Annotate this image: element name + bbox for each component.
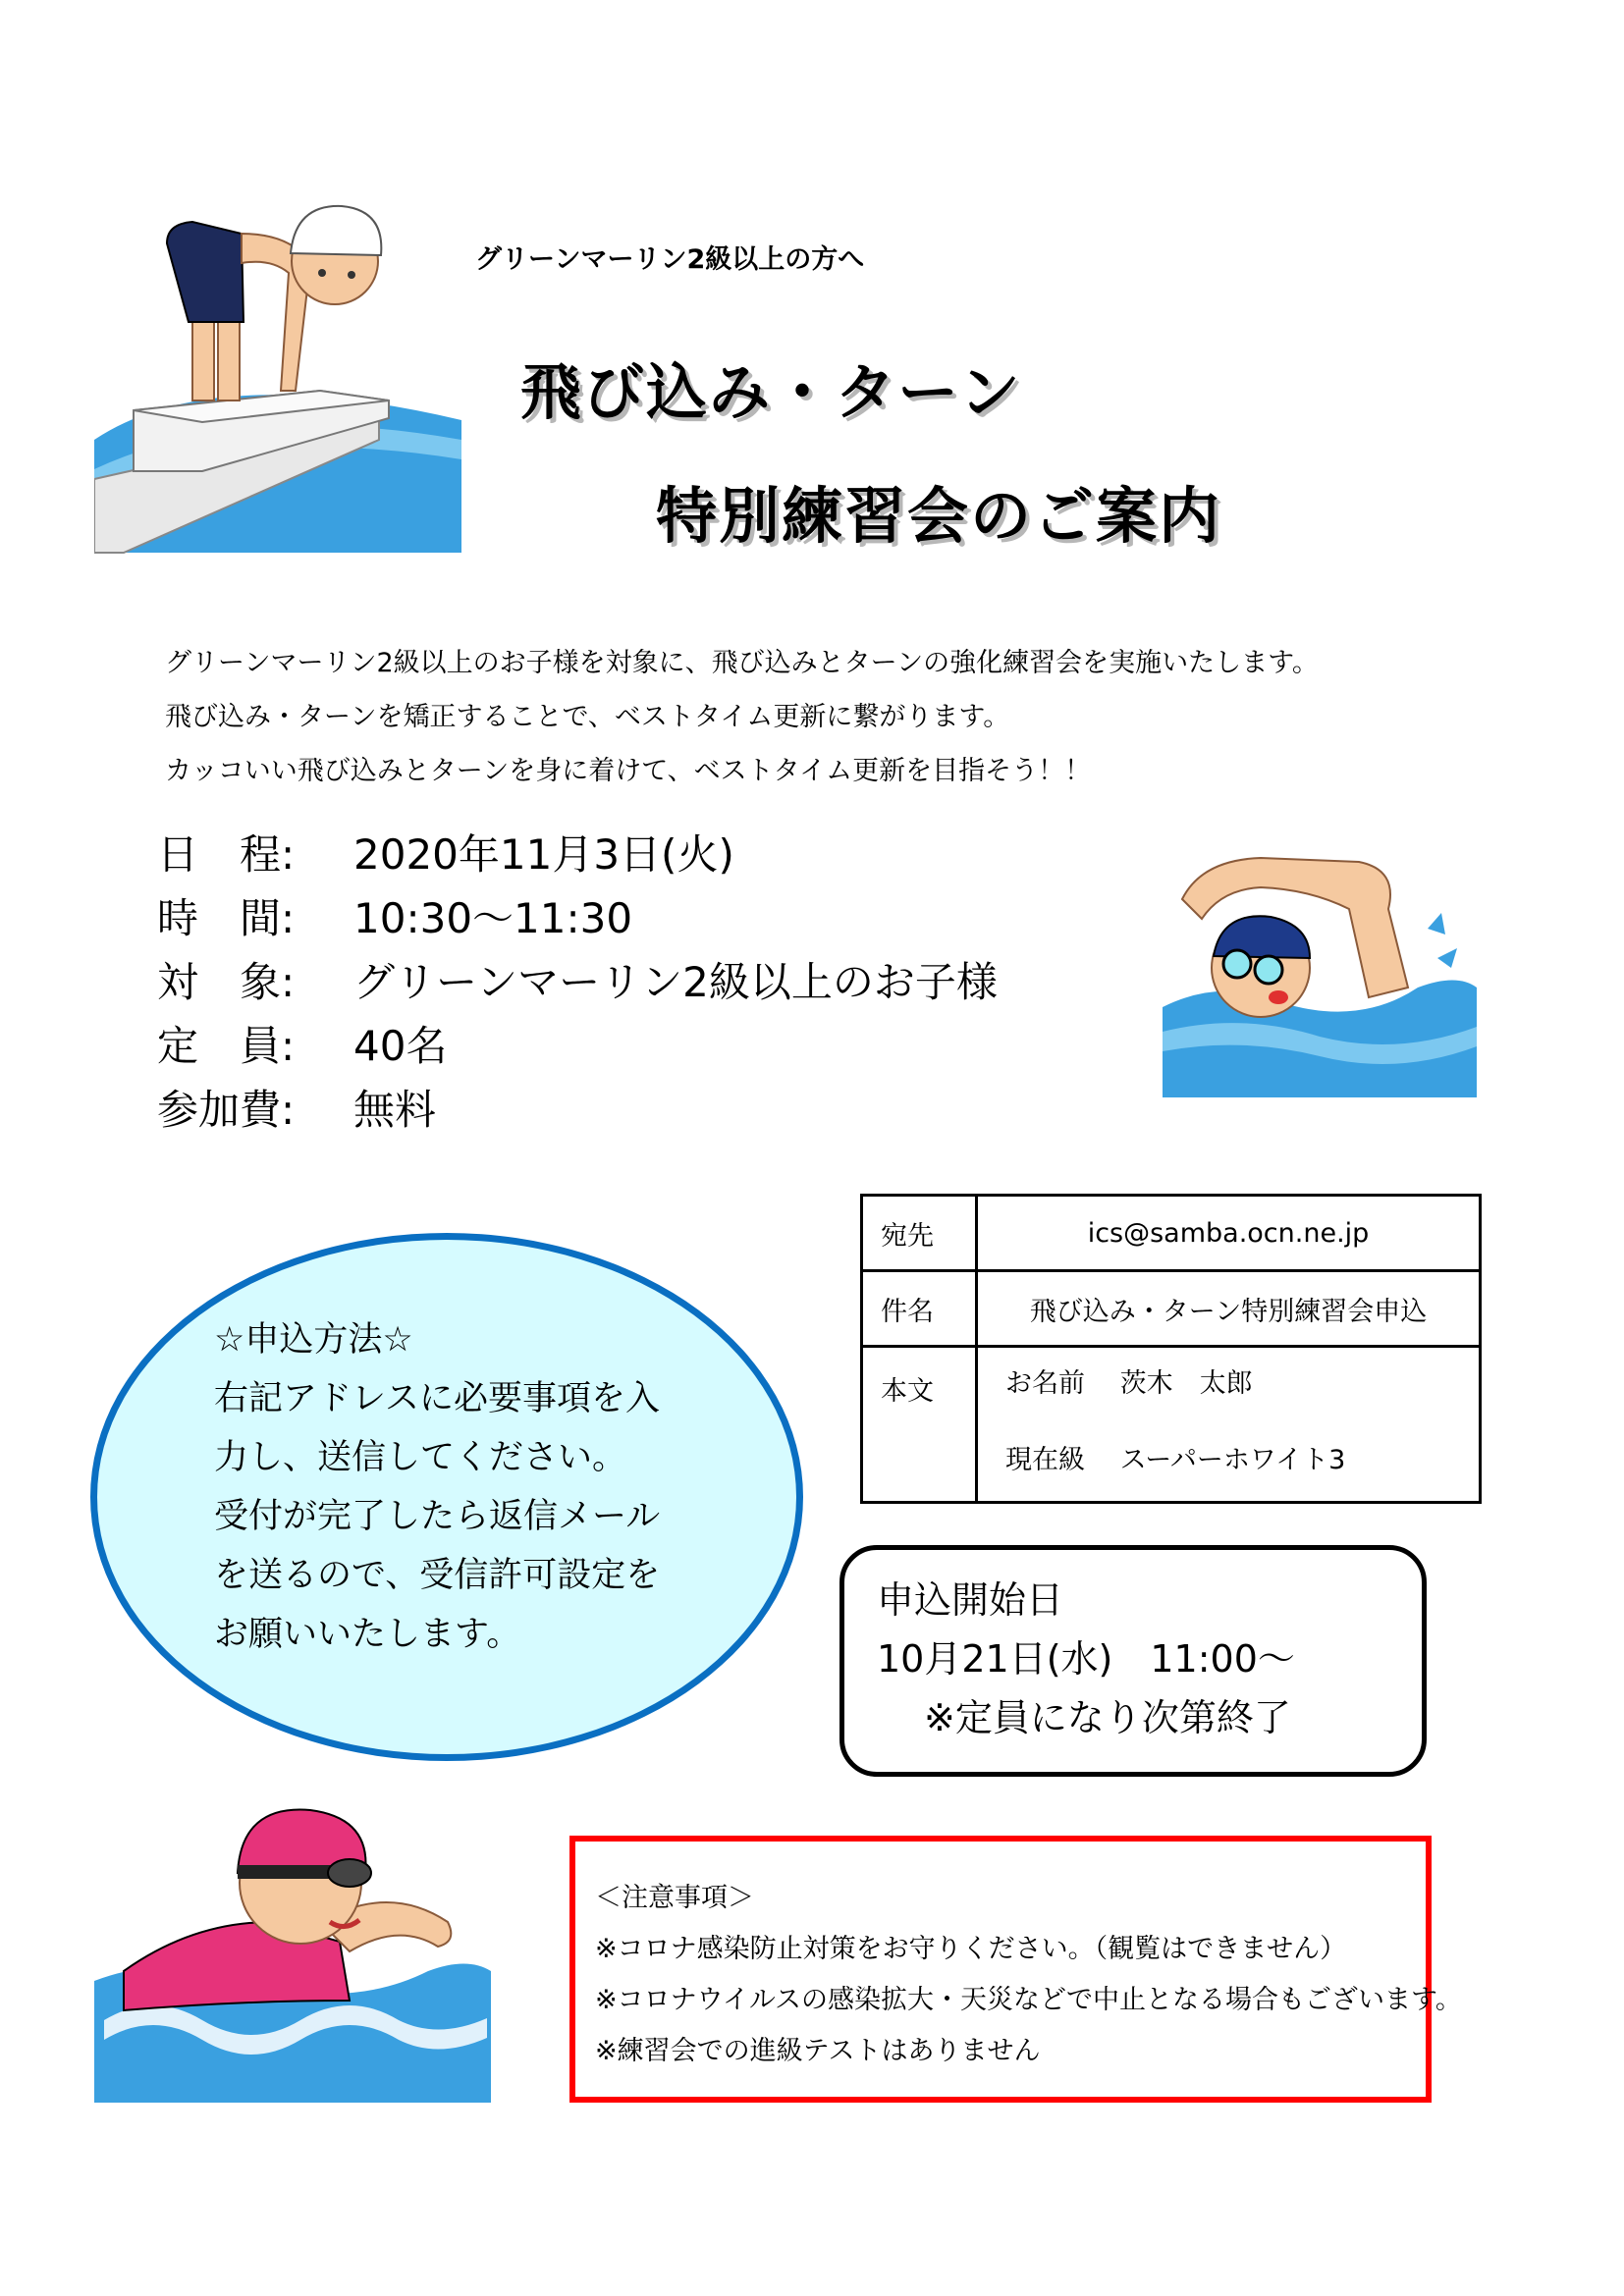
page-title-line1: 飛び込み・ターン xyxy=(520,356,1022,428)
detail-label: 参加費: xyxy=(157,1086,296,1134)
notice-text xyxy=(595,1873,1462,2077)
mail-to-value: ics@samba.ocn.ne.jp xyxy=(977,1196,1481,1271)
intro-line: グリーンマーリン2級以上のお子様を対象に、飛び込みとターンの強化練習会を実施いたします。 xyxy=(165,648,1319,678)
detail-value: 無料 xyxy=(353,1086,437,1134)
notice-item: ※コロナ感染防止対策をお守りください。（観覧はできません） xyxy=(595,1934,1347,1964)
detail-label: 対 象: xyxy=(157,958,296,1006)
detail-label: 時 間: xyxy=(157,894,296,942)
apply-line: お願いいたします。 xyxy=(214,1615,521,1654)
intro-line: 飛び込み・ターンを矯正することで、ベストタイム更新に繋がります。 xyxy=(165,702,1010,732)
crawl-swimmer-illustration xyxy=(1163,840,1481,1101)
application-start-text xyxy=(877,1571,1295,1747)
mail-body-label: 本文 xyxy=(862,1347,977,1503)
apply-line: 受付が完了したら返信メール xyxy=(214,1497,661,1536)
mail-subject-label: 件名 xyxy=(862,1271,977,1347)
detail-value: 2020年11月3日(火) xyxy=(353,830,734,879)
diving-swimmer-illustration xyxy=(94,194,461,558)
mail-row-body xyxy=(862,1347,1481,1503)
intro-line: カッコいい飛び込みとターンを身に着けて、ベストタイム更新を目指そう！！ xyxy=(165,756,1092,786)
detail-label: 定 員: xyxy=(157,1022,296,1070)
mail-body-value xyxy=(977,1347,1481,1503)
detail-value: グリーンマーリン2級以上のお子様 xyxy=(353,958,998,1006)
audience-label: グリーンマーリン2級以上の方へ xyxy=(475,244,865,275)
mail-body-line: 現在級 スーパーホワイト3 xyxy=(1005,1445,1346,1475)
apply-line: 右記アドレスに必要事項を入 xyxy=(214,1379,660,1418)
apply-line: 力し、送信してください。 xyxy=(214,1438,627,1477)
intro-text xyxy=(165,636,1319,798)
mail-row-subject xyxy=(862,1271,1481,1347)
mail-body-line: お名前 茨木 太郎 xyxy=(1005,1368,1253,1399)
start-note: ※定員になり次第終了 xyxy=(924,1696,1291,1739)
mail-to-label: 宛先 xyxy=(862,1196,977,1271)
mail-row-to xyxy=(862,1196,1481,1271)
apply-method-text xyxy=(214,1310,660,1664)
start-heading: 申込開始日 xyxy=(877,1578,1064,1622)
email-template-table xyxy=(860,1194,1482,1504)
notice-item: ※練習会での進級テストはありません xyxy=(595,2036,1041,2066)
start-date: 10月21日(水) 11:00〜 xyxy=(877,1637,1295,1681)
notice-heading: ＜注意事項＞ xyxy=(595,1883,754,1913)
apply-heading: ☆申込方法☆ xyxy=(214,1320,413,1360)
butterfly-swimmer-illustration xyxy=(94,1775,497,2107)
notice-item: ※コロナウイルスの感染拡大・天災などで中止となる場合もございます。 xyxy=(595,1985,1462,2015)
mail-subject-value: 飛び込み・ターン特別練習会申込 xyxy=(977,1271,1481,1347)
apply-line: を送るので、受信許可設定を xyxy=(214,1556,661,1595)
detail-value: 40名 xyxy=(353,1022,448,1070)
detail-label: 日 程: xyxy=(157,830,296,879)
page-title-line2: 特別練習会のご案内 xyxy=(656,480,1222,552)
detail-value: 10:30〜11:30 xyxy=(353,894,633,942)
